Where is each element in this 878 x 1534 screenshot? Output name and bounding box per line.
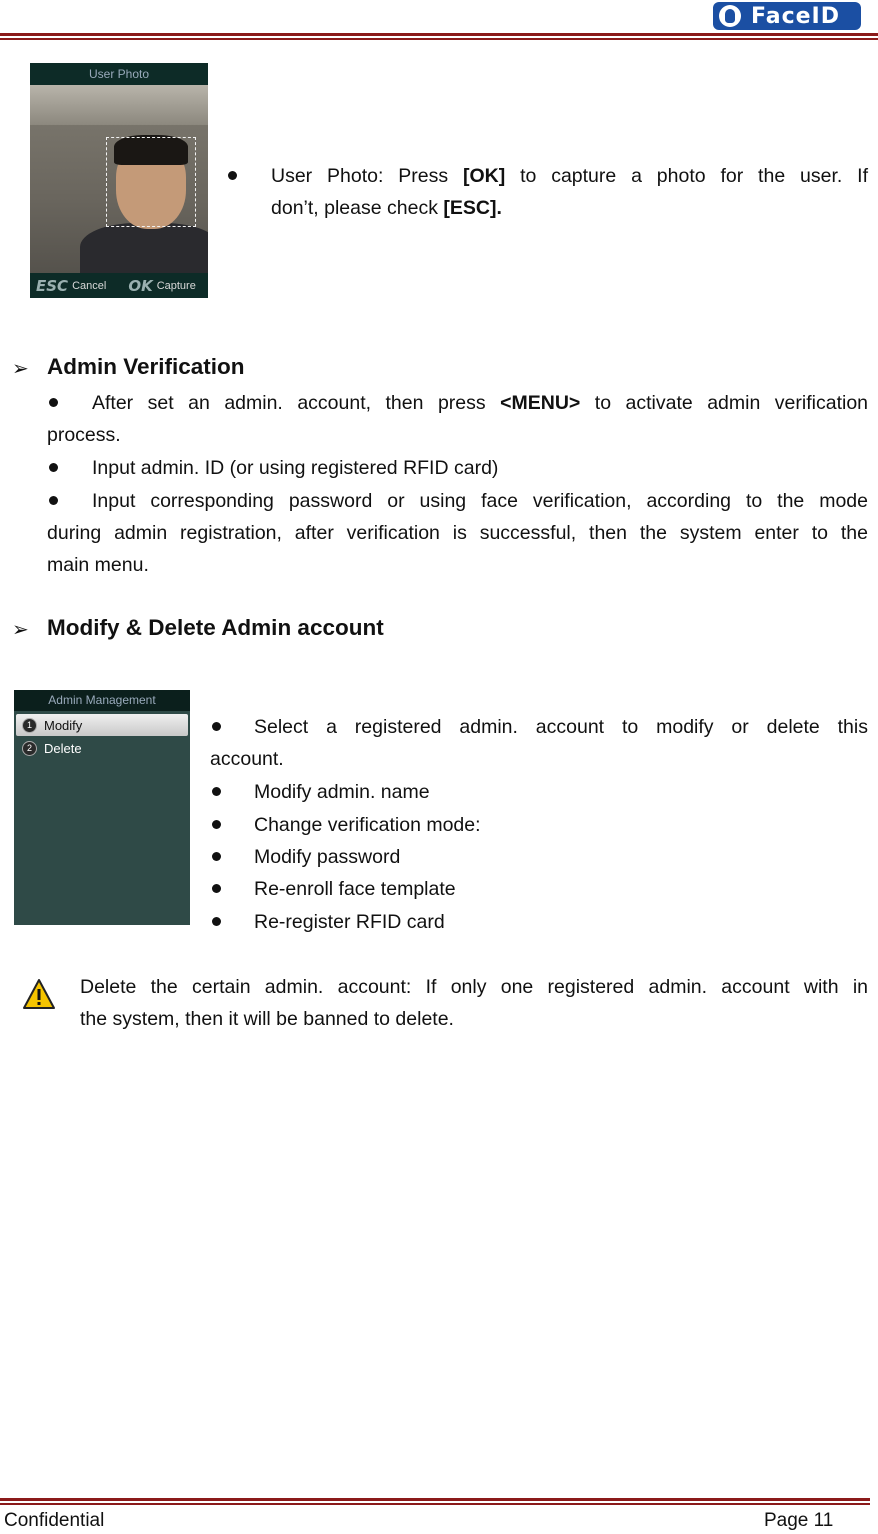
- camera-ceiling: [30, 85, 208, 125]
- modify-b2: Modify admin. name: [254, 781, 430, 803]
- bullet-icon: [212, 787, 221, 796]
- admin-verif-b2: Input admin. ID (or using registered RFID card): [92, 457, 499, 479]
- modify-b1-line1: Select a registered admin. account to modify or delete this: [254, 716, 868, 738]
- user-photo-screen: [30, 63, 208, 298]
- menu-item-label: Delete: [44, 740, 82, 756]
- admin-screen-title: Admin Management: [14, 690, 190, 711]
- bullet-icon: [49, 398, 58, 407]
- face-logo-icon: [719, 5, 741, 27]
- modify-b4: Modify password: [254, 846, 401, 868]
- logo-text: FaceID: [751, 3, 840, 29]
- admin-management-screen: [14, 690, 190, 925]
- bullet-icon: [49, 496, 58, 505]
- bullet-icon: [212, 852, 221, 861]
- menu-item-delete[interactable]: [16, 737, 188, 759]
- warning-triangle-icon: [22, 978, 56, 1010]
- face-detection-box: [106, 137, 196, 227]
- admin-verif-b3-line3: main menu.: [47, 554, 149, 576]
- bullet-icon: [212, 884, 221, 893]
- esc-key-icon: ESC: [36, 276, 69, 295]
- menu-item-label: Modify: [44, 717, 83, 733]
- capture-label: Capture: [156, 279, 196, 292]
- footer-rule-top: [0, 1498, 870, 1501]
- admin-verif-b3-line1: Input corresponding password or using face verification, according to the mode: [92, 490, 868, 512]
- footer-rule-bottom: [0, 1503, 870, 1505]
- menu-number-badge: 1: [22, 718, 37, 733]
- ok-key-icon: OK: [128, 276, 153, 295]
- menu-number-badge: 2: [22, 741, 37, 756]
- modify-b6: Re-register RFID card: [254, 911, 445, 933]
- photo-screen-title: User Photo: [30, 63, 208, 85]
- arrow-bullet-icon: ➢: [12, 358, 29, 380]
- admin-verif-b1-line2: process.: [47, 424, 121, 446]
- photo-action-bar: [30, 273, 208, 298]
- modify-b5: Re-enroll face template: [254, 878, 456, 900]
- modify-b3: Change verification mode:: [254, 814, 481, 836]
- bullet-icon: [49, 463, 58, 472]
- arrow-bullet-icon: ➢: [12, 619, 29, 641]
- bullet-icon: [228, 171, 237, 180]
- admin-verification-heading: Admin Verification: [47, 354, 245, 379]
- admin-verif-b3-line2: during admin registration, after verification is successful, then the system enter to the: [47, 522, 868, 544]
- bullet-icon: [212, 917, 221, 926]
- cancel-label: Cancel: [72, 279, 107, 292]
- footer-confidential: Confidential: [4, 1510, 105, 1531]
- warning-line2: the system, then it will be banned to delete.: [80, 1008, 454, 1030]
- header-rule-top: [0, 33, 878, 36]
- bullet-icon: [212, 722, 221, 731]
- warning-line1: Delete the certain admin. account: If only one registered admin. account with in: [80, 976, 868, 998]
- menu-item-modify[interactable]: [16, 714, 188, 736]
- modify-b1-line2: account.: [210, 748, 284, 770]
- faceid-logo: [713, 2, 861, 30]
- modify-delete-heading: Modify & Delete Admin account: [47, 615, 384, 640]
- footer-page-number: Page 11: [764, 1510, 834, 1531]
- header-rule-bottom: [0, 38, 878, 40]
- user-photo-line2: don’t, please check [ESC].: [271, 197, 502, 219]
- bullet-icon: [212, 820, 221, 829]
- user-photo-line1: User Photo: Press [OK] to capture a photo for the user. If: [271, 165, 868, 187]
- admin-verif-b1-line1: After set an admin. account, then press <MENU> to activate admin verification: [92, 392, 869, 414]
